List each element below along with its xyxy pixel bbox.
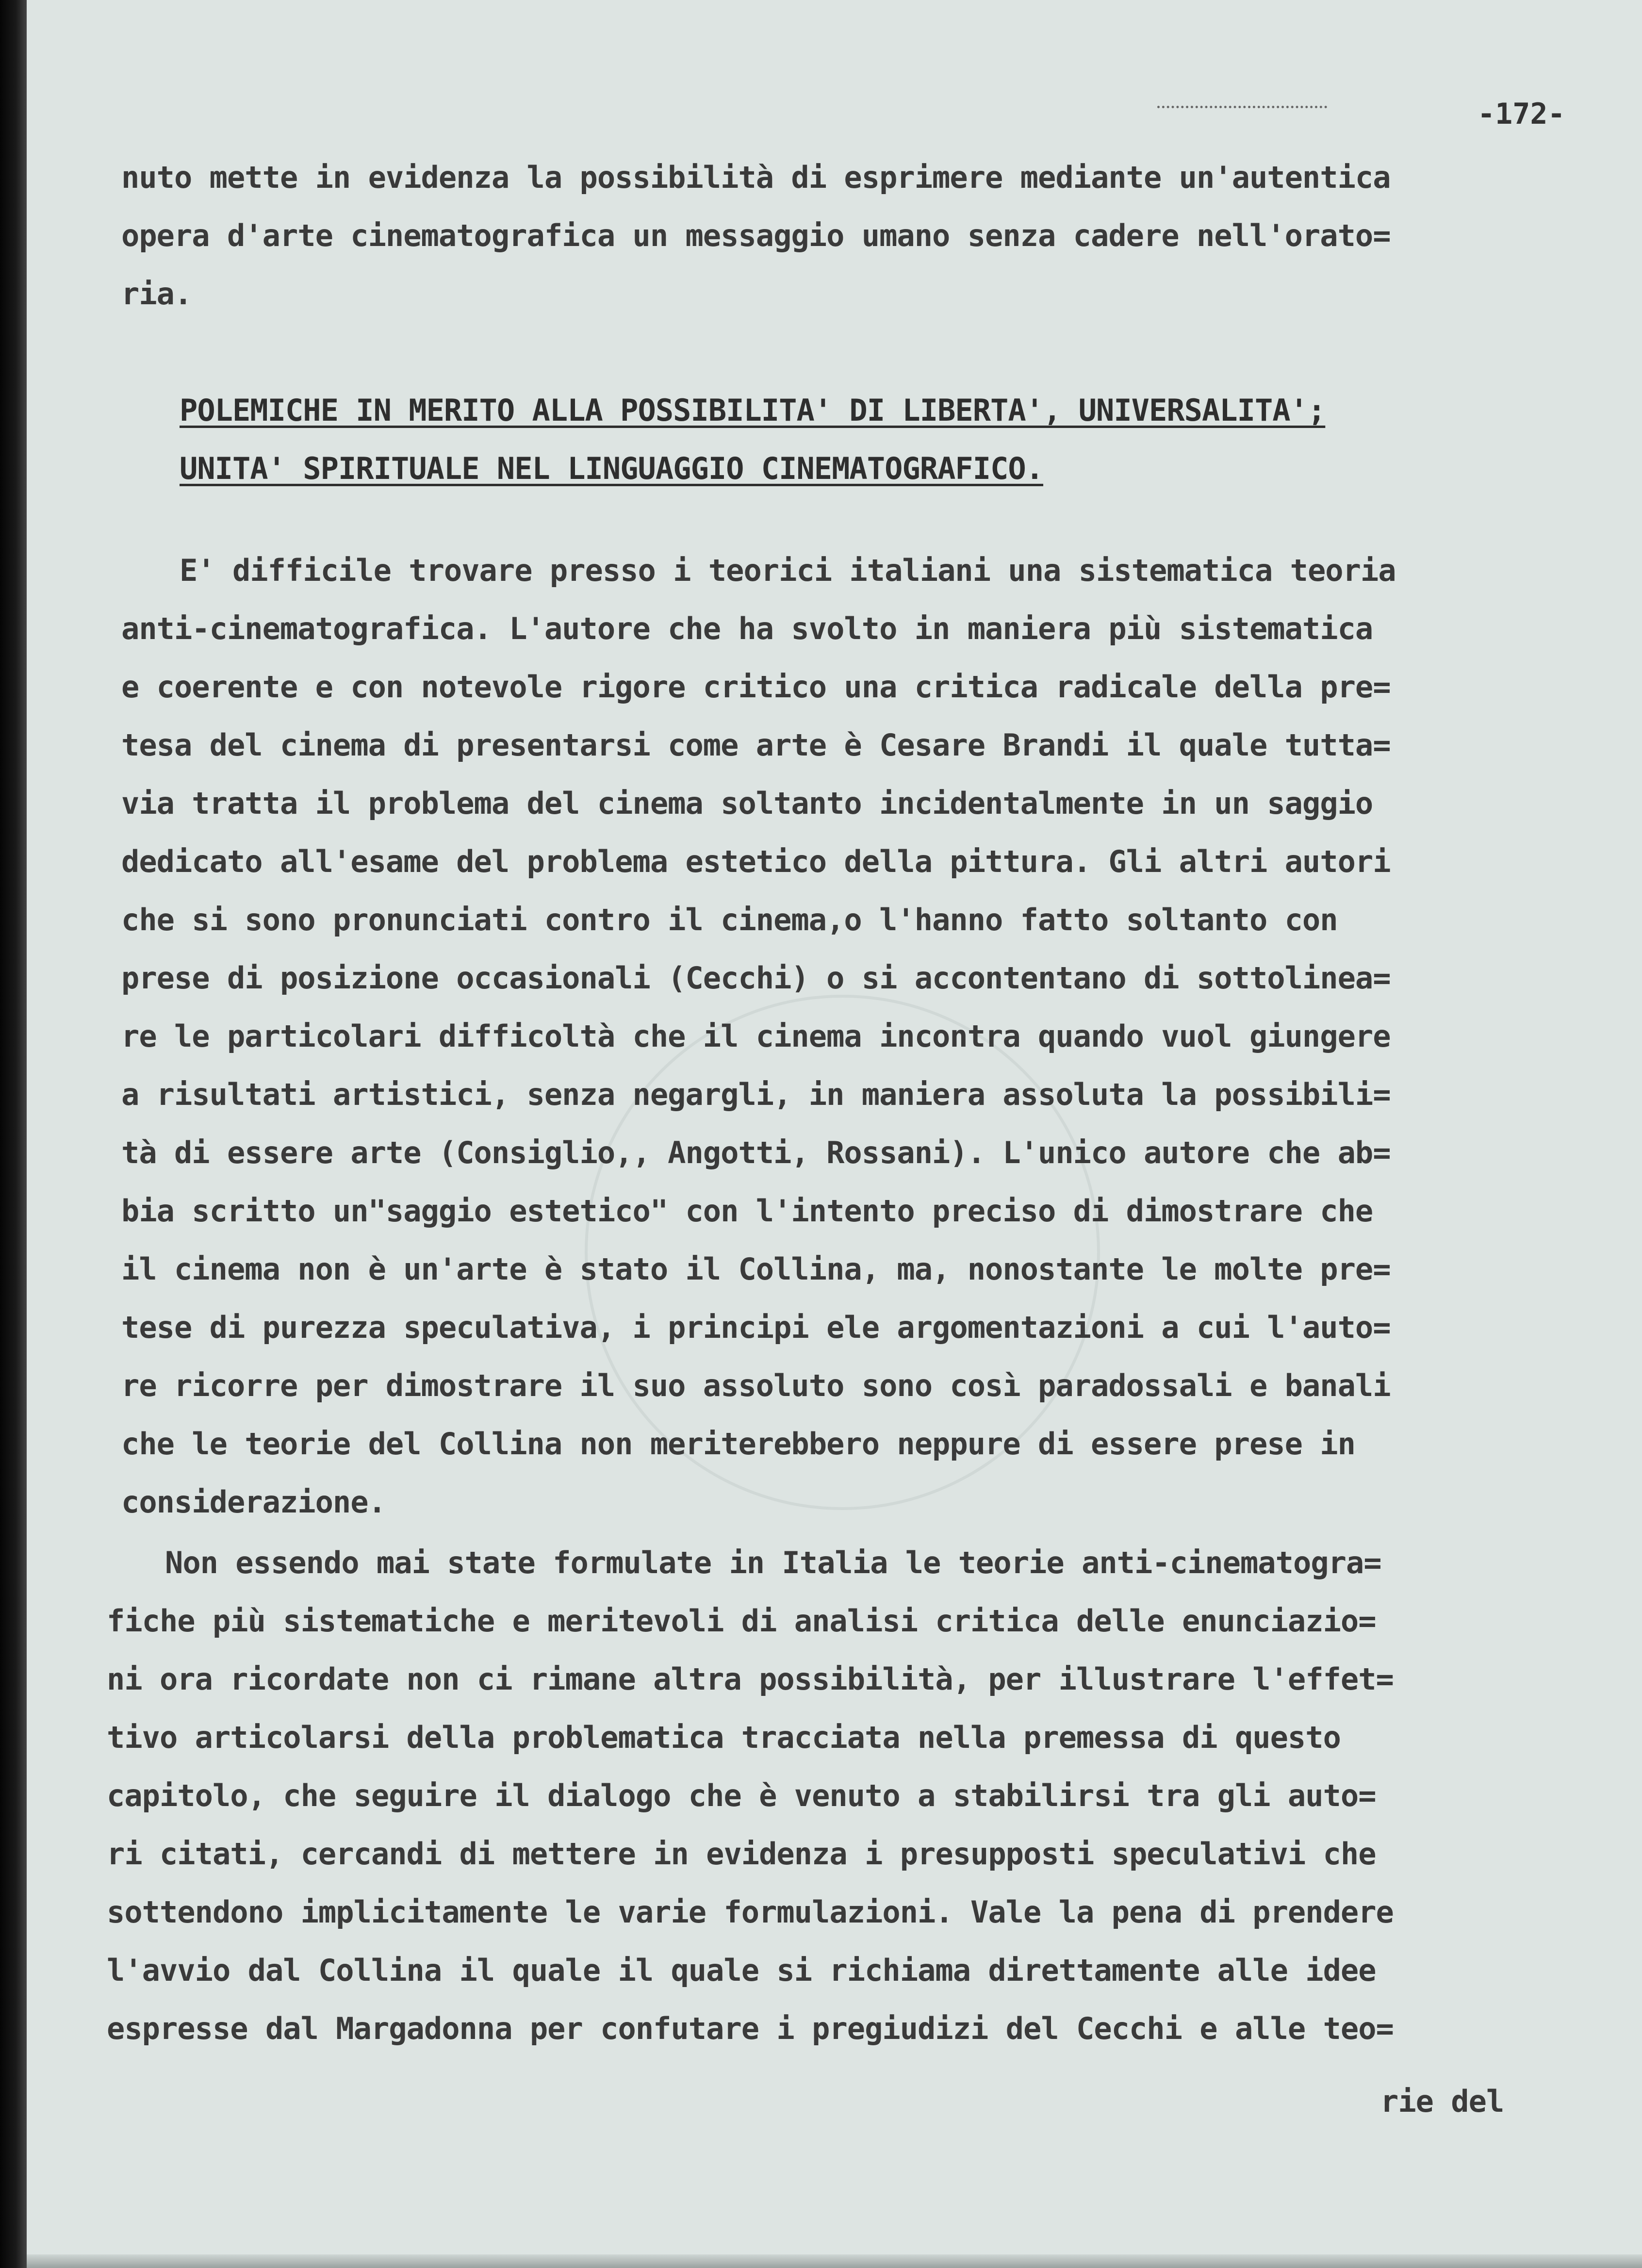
section-heading-line: POLEMICHE IN MERITO ALLA POSSIBILITA' DI LIBERTA', UNIVERSALITA'; (180, 393, 1326, 428)
text-line: tivo articolarsi della problematica tracciata nella premessa di questo (107, 1720, 1341, 1755)
text-line: via tratta il problema del cinema soltanto incidentalmente in un saggio (121, 786, 1373, 821)
text-line: fiche più sistematiche e meritevoli di analisi critica delle enunciazio= (107, 1603, 1376, 1639)
text-line: bia scritto un"saggio estetico" con l'intento preciso di dimostrare che (121, 1193, 1373, 1229)
text-line: nuto mette in evidenza la possibilità di esprimere mediante un'autentica (121, 160, 1391, 195)
continuation-text: rie del (1380, 2084, 1504, 2119)
text-line: re ricorre per dimostrare il suo assoluto sono così paradossali e banali (121, 1368, 1391, 1403)
page-number: -172- (1478, 97, 1565, 131)
text-line: anti-cinematografica. L'autore che ha svolto in maniera più sistematica (121, 611, 1373, 646)
text-line: e coerente e con notevole rigore critico una critica radicale della pre= (121, 669, 1391, 705)
document-page (27, 0, 1642, 2268)
text-line: l'avvio dal Collina il quale il quale si richiama direttamente alle idee (107, 1953, 1376, 1988)
text-line: che le teorie del Collina non meriterebbero neppure di essere prese in (121, 1426, 1355, 1462)
text-line: che si sono pronunciati contro il cinema,o l'hanno fatto soltanto con (121, 902, 1338, 937)
binding-shadow (0, 0, 27, 2268)
text-line: Non essendo mai state formulate in Italia le teorie anti-cinematogra= (165, 1545, 1381, 1580)
text-line: ria. (121, 276, 192, 312)
text-line: ni ora ricordate non ci rimane altra possibilità, per illustrare l'effet= (107, 1661, 1394, 1697)
text-line: il cinema non è un'arte è stato il Collina, ma, nonostante le molte pre= (121, 1251, 1391, 1287)
text-line: espresse dal Margadonna per confutare i pregiudizi del Cecchi e alle teo= (107, 2011, 1394, 2046)
text-line: tà di essere arte (Consiglio,, Angotti, Rossani). L'unico autore che ab= (121, 1135, 1391, 1170)
text-line: opera d'arte cinematografica un messaggio umano senza cadere nell'orato= (121, 218, 1391, 253)
dash-marks (1157, 106, 1327, 108)
text-line: ri citati, cercandi di mettere in evidenza i presupposti speculativi che (107, 1836, 1376, 1872)
text-line: tesa del cinema di presentarsi come arte è Cesare Brandi il quale tutta= (121, 727, 1391, 763)
text-line: considerazione. (121, 1484, 386, 1520)
text-line: capitolo, che seguire il dialogo che è venuto a stabilirsi tra gli auto= (107, 1778, 1376, 1813)
text-line: dedicato all'esame del problema estetico della pittura. Gli altri autori (121, 844, 1391, 879)
text-line: a risultati artistici, senza negargli, in maniera assoluta la possibili= (121, 1077, 1391, 1112)
text-line: re le particolari difficoltà che il cinema incontra quando vuol giungere (121, 1019, 1391, 1054)
text-line: E' difficile trovare presso i teorici italiani una sistematica teoria (180, 553, 1396, 588)
text-line: sottendono implicitamente le varie formulazioni. Vale la pena di prendere (107, 1894, 1394, 1930)
text-line: prese di posizione occasionali (Cecchi) o si accontentano di sottolinea= (121, 960, 1391, 996)
page-bottom-edge (27, 2254, 1642, 2268)
text-line: tese di purezza speculativa, i principi ele argomentazioni a cui l'auto= (121, 1310, 1391, 1345)
section-heading-line: UNITA' SPIRITUALE NEL LINGUAGGIO CINEMATOGRAFICO. (180, 451, 1044, 486)
